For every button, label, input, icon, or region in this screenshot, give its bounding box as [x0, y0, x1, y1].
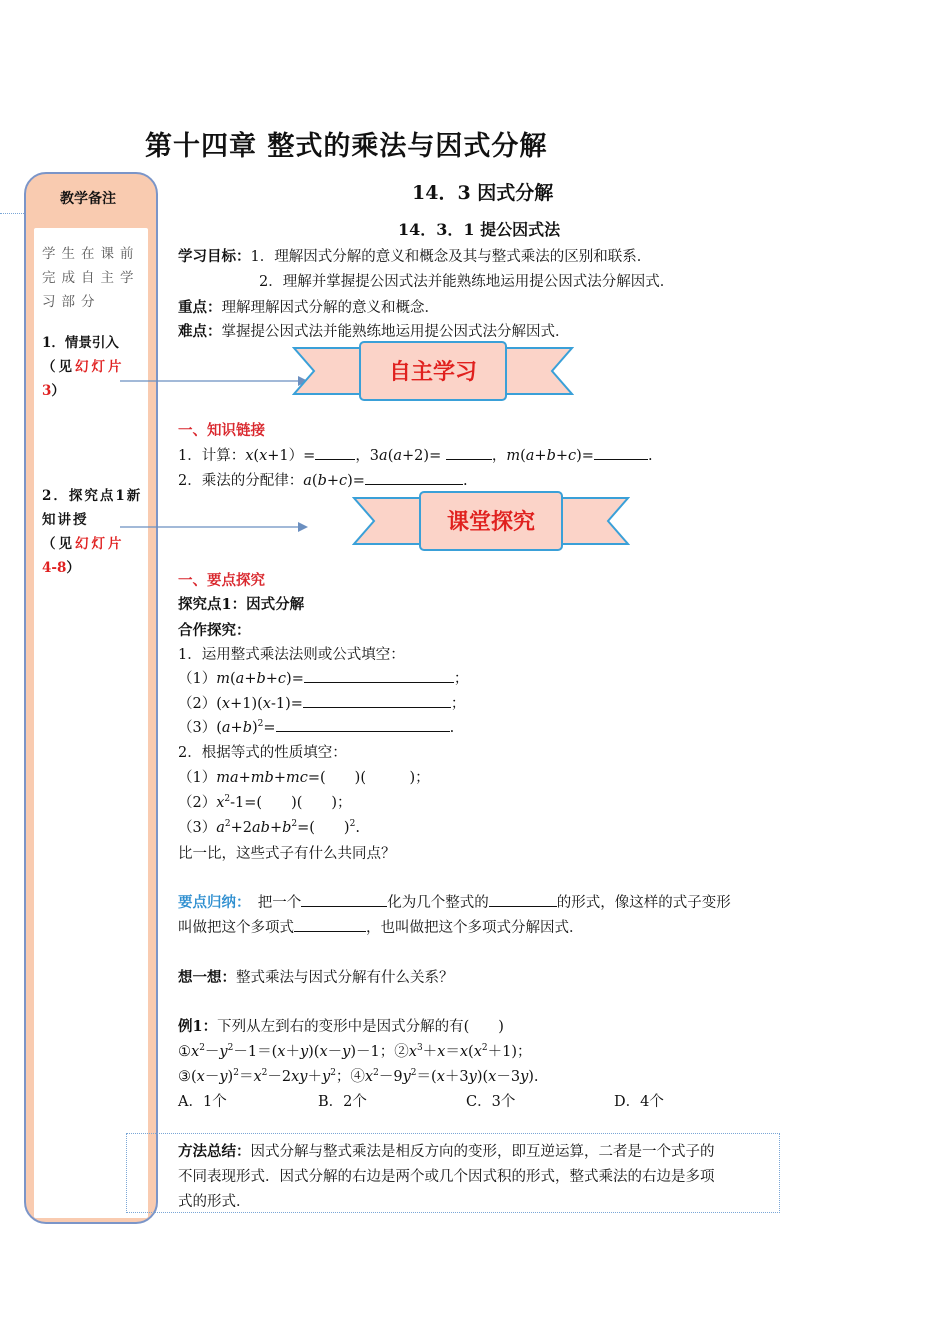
- option-b[interactable]: B．2个: [318, 1094, 367, 1110]
- task-2: 2．根据等式的性质填空：: [178, 745, 347, 761]
- sidebar-header: [26, 174, 156, 228]
- explore-heading: 一、要点探究: [178, 572, 265, 589]
- section-title: 14．3 因式分解: [412, 182, 554, 204]
- objectives-label: 学习目标：: [178, 248, 251, 265]
- think-label: 想一想：: [178, 969, 236, 986]
- sidebar-item-intro: 1．情景引入: [42, 335, 119, 351]
- difficulty-label: 难点：: [178, 323, 222, 340]
- example-1: [178, 1015, 504, 1036]
- method-line-1: [178, 1140, 715, 1161]
- class-explore-label: 课堂探究: [446, 510, 536, 535]
- paren-close: ）: [51, 383, 65, 399]
- objective-1: 1．理解因式分解的意义和概念及其与整式乘法的区别和联系．: [250, 249, 652, 265]
- paren-open: （见: [42, 536, 75, 552]
- example-text: 下列从左到右的变形中是因式分解的有( ): [217, 1019, 504, 1035]
- q2-prefix: 2．乘法的分配律：: [178, 473, 304, 489]
- explore-point-title: 探究点1：因式分解: [178, 596, 305, 613]
- sidebar-note: 学生在课前完成自主学习部分: [42, 246, 140, 310]
- slide-link[interactable]: 幻灯片: [75, 536, 125, 552]
- chapter-title: 第十四章 整式的乘法与因式分解: [145, 131, 548, 162]
- sidebar-heading: 教学备注: [60, 191, 116, 207]
- summary-text: ，也叫做把这个多项式分解因式．: [366, 920, 584, 936]
- sidebar-item-intro-num: [42, 379, 65, 403]
- arrow-to-self-study: [120, 370, 310, 390]
- self-study-label: 自主学习: [388, 360, 478, 385]
- slide-number: 3: [42, 383, 52, 399]
- example-line-2: $③(x-y)^2=x^2-2xy+y^2$；$④x^2-9y^2=(x+3y)(x-3y)$.: [178, 1068, 539, 1085]
- task-1-item-2: （2）(x+1)(x-1)= ；: [178, 696, 466, 712]
- slide-number: 4-8: [42, 560, 67, 576]
- summary-label: 要点归纳：: [178, 894, 244, 911]
- knowledge-heading: 一、知识链接: [178, 422, 265, 439]
- paren-close: ）: [66, 560, 80, 576]
- task-1: 1．运用整式乘法法则或公式填空：: [178, 647, 405, 663]
- example-line-1: $①x^2-y^2-1=(x+y)(x-y)-1$；$②x^3+x=x(x^2+1)$；: [178, 1043, 532, 1060]
- learning-objectives: [178, 245, 651, 266]
- paren-open: （见: [42, 359, 75, 375]
- summary-text: 把一个: [257, 895, 302, 911]
- task-2-item-1: （1）ma+mb+mc=( )( )；: [178, 770, 430, 786]
- method-line-3: 式的形式．: [178, 1194, 251, 1210]
- self-study-banner: [292, 338, 574, 406]
- method-text: 因式分解与整式乘法是相反方向的变形，即互逆运算，二者是一个式子的: [250, 1144, 715, 1160]
- slide-link[interactable]: 幻灯片: [75, 359, 125, 375]
- knowledge-q2: 2．乘法的分配律：a(b+c)= .: [178, 473, 468, 489]
- option-c[interactable]: C．3个: [466, 1094, 516, 1110]
- task-2-item-2: $(2)x^2-1=$( )( )；: [178, 794, 352, 811]
- arrow-to-class-explore: [120, 517, 310, 537]
- sidebar-item-explore-num: [42, 556, 80, 580]
- key-text: 理解理解因式分解的意义和概念．: [221, 300, 439, 316]
- key-point: [178, 296, 439, 317]
- subsection-title: 14．3．1 提公因式法: [398, 220, 561, 239]
- coop-label: 合作探究：: [178, 622, 251, 639]
- summary-text: 叫做把这个多项式: [178, 920, 294, 936]
- summary-text: 化为几个整式的: [387, 895, 489, 911]
- compare-question: 比一比，这些式子有什么共同点？: [178, 846, 396, 862]
- task-2-item-3: $(3)a^2+2ab+b^2=$( )$^2$.: [178, 819, 360, 836]
- example-label: 例1：: [178, 1018, 218, 1035]
- summary-line-1: [178, 891, 731, 912]
- key-label: 重点：: [178, 299, 222, 316]
- teaching-notes-sidebar: [24, 172, 158, 1224]
- think-question: [178, 966, 454, 987]
- difficulty-text: 掌握提公因式法并能熟练地运用提公因式法分解因式．: [221, 324, 570, 340]
- summary-text: 的形式，像这样的式子变形: [556, 895, 731, 911]
- dotted-divider: [0, 213, 24, 214]
- think-text: 整式乘法与因式分解有什么关系？: [236, 970, 454, 986]
- sidebar-item-explore: 2．探究点1新知讲授: [42, 488, 143, 528]
- objective-2: 2．理解并掌握提公因式法并能熟练地运用提公因式法分解因式．: [259, 274, 675, 290]
- summary-line-2: [178, 916, 584, 937]
- task-1-item-3: $(3)(a+b)^2=$ .: [178, 719, 455, 736]
- option-a[interactable]: A．1个: [178, 1094, 227, 1110]
- task-1-item-1: （1）m(a+b+c)= ；: [178, 671, 469, 687]
- class-explore-banner: [352, 488, 630, 556]
- method-line-2: 不同表现形式．因式分解的右边是两个或几个因式积的形式，整式乘法的右边是多项: [178, 1169, 715, 1185]
- option-d[interactable]: D．4个: [614, 1094, 664, 1110]
- q1-prefix: 1．计算：: [178, 448, 246, 464]
- knowledge-q1: 1．计算：x(x+1）= ，3a(a+2)= ，m(a+b+c)= .: [178, 448, 653, 464]
- method-label: 方法总结：: [178, 1143, 251, 1160]
